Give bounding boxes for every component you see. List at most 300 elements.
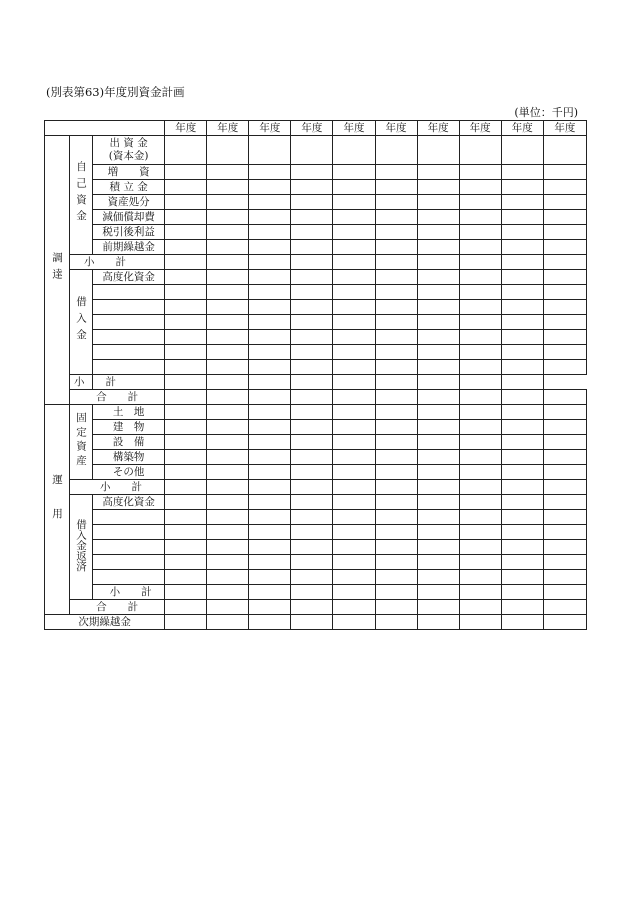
value-cell[interactable]	[333, 525, 375, 540]
value-cell[interactable]	[543, 540, 586, 555]
value-cell[interactable]	[375, 600, 417, 615]
value-cell[interactable]	[333, 480, 375, 495]
value-cell[interactable]	[333, 405, 375, 420]
value-cell[interactable]	[501, 210, 543, 225]
value-cell[interactable]	[417, 525, 459, 540]
value-cell[interactable]	[417, 435, 459, 450]
value-cell[interactable]	[459, 165, 501, 180]
value-cell[interactable]	[459, 180, 501, 195]
value-cell[interactable]	[207, 450, 249, 465]
value-cell[interactable]	[165, 195, 207, 210]
value-cell[interactable]	[207, 525, 249, 540]
value-cell[interactable]	[459, 270, 501, 285]
value-cell[interactable]	[249, 165, 291, 180]
value-cell[interactable]	[291, 255, 333, 270]
value-cell[interactable]	[375, 300, 417, 315]
value-cell[interactable]	[459, 510, 501, 525]
value-cell[interactable]	[249, 450, 291, 465]
value-cell[interactable]	[501, 165, 543, 180]
value-cell[interactable]	[543, 450, 586, 465]
value-cell[interactable]	[207, 165, 249, 180]
value-cell[interactable]	[459, 495, 501, 510]
value-cell[interactable]	[165, 375, 207, 390]
value-cell[interactable]	[165, 330, 207, 345]
value-cell[interactable]	[249, 285, 291, 300]
value-cell[interactable]	[207, 540, 249, 555]
value-cell[interactable]	[417, 285, 459, 300]
value-cell[interactable]	[249, 420, 291, 435]
value-cell[interactable]	[459, 585, 501, 600]
value-cell[interactable]	[165, 495, 207, 510]
value-cell[interactable]	[165, 450, 207, 465]
value-cell[interactable]	[291, 390, 333, 405]
value-cell[interactable]	[375, 585, 417, 600]
value-cell[interactable]	[291, 210, 333, 225]
value-cell[interactable]	[501, 345, 543, 360]
value-cell[interactable]	[543, 210, 586, 225]
value-cell[interactable]	[417, 480, 459, 495]
value-cell[interactable]	[501, 180, 543, 195]
value-cell[interactable]	[207, 375, 249, 390]
value-cell[interactable]	[165, 255, 207, 270]
value-cell[interactable]	[417, 330, 459, 345]
value-cell[interactable]	[249, 315, 291, 330]
value-cell[interactable]	[459, 360, 501, 375]
value-cell[interactable]	[375, 465, 417, 480]
value-cell[interactable]	[459, 615, 501, 630]
value-cell[interactable]	[207, 555, 249, 570]
value-cell[interactable]	[291, 450, 333, 465]
value-cell[interactable]	[291, 480, 333, 495]
value-cell[interactable]	[291, 570, 333, 585]
value-cell[interactable]	[333, 540, 375, 555]
value-cell[interactable]	[417, 225, 459, 240]
value-cell[interactable]	[165, 585, 207, 600]
value-cell[interactable]	[333, 375, 375, 390]
value-cell[interactable]	[375, 315, 417, 330]
value-cell[interactable]	[249, 465, 291, 480]
value-cell[interactable]	[249, 390, 291, 405]
blank-label-cell[interactable]	[93, 315, 165, 330]
value-cell[interactable]	[333, 300, 375, 315]
value-cell[interactable]	[417, 420, 459, 435]
value-cell[interactable]	[249, 495, 291, 510]
value-cell[interactable]	[207, 405, 249, 420]
value-cell[interactable]	[543, 360, 586, 375]
value-cell[interactable]	[543, 315, 586, 330]
value-cell[interactable]	[375, 420, 417, 435]
value-cell[interactable]	[501, 585, 543, 600]
value-cell[interactable]	[501, 315, 543, 330]
value-cell[interactable]	[333, 136, 375, 165]
value-cell[interactable]	[165, 390, 207, 405]
value-cell[interactable]	[417, 570, 459, 585]
value-cell[interactable]	[207, 195, 249, 210]
value-cell[interactable]	[291, 420, 333, 435]
value-cell[interactable]	[333, 240, 375, 255]
value-cell[interactable]	[459, 480, 501, 495]
value-cell[interactable]	[291, 495, 333, 510]
value-cell[interactable]	[501, 450, 543, 465]
value-cell[interactable]	[459, 420, 501, 435]
value-cell[interactable]	[459, 435, 501, 450]
value-cell[interactable]	[333, 195, 375, 210]
value-cell[interactable]	[375, 435, 417, 450]
value-cell[interactable]	[291, 136, 333, 165]
value-cell[interactable]	[501, 555, 543, 570]
value-cell[interactable]	[375, 510, 417, 525]
value-cell[interactable]	[543, 390, 586, 405]
value-cell[interactable]	[501, 540, 543, 555]
value-cell[interactable]	[333, 450, 375, 465]
value-cell[interactable]	[459, 375, 501, 390]
value-cell[interactable]	[501, 480, 543, 495]
value-cell[interactable]	[207, 240, 249, 255]
value-cell[interactable]	[165, 600, 207, 615]
value-cell[interactable]	[249, 435, 291, 450]
value-cell[interactable]	[375, 405, 417, 420]
value-cell[interactable]	[375, 210, 417, 225]
value-cell[interactable]	[207, 495, 249, 510]
value-cell[interactable]	[165, 165, 207, 180]
value-cell[interactable]	[249, 330, 291, 345]
value-cell[interactable]	[543, 240, 586, 255]
value-cell[interactable]	[165, 555, 207, 570]
value-cell[interactable]	[291, 345, 333, 360]
value-cell[interactable]	[501, 136, 543, 165]
value-cell[interactable]	[207, 345, 249, 360]
value-cell[interactable]	[501, 570, 543, 585]
value-cell[interactable]	[165, 300, 207, 315]
blank-label-cell[interactable]	[93, 330, 165, 345]
value-cell[interactable]	[207, 435, 249, 450]
value-cell[interactable]	[417, 360, 459, 375]
value-cell[interactable]	[291, 465, 333, 480]
blank-label-cell[interactable]	[93, 300, 165, 315]
value-cell[interactable]	[207, 210, 249, 225]
blank-label-cell[interactable]	[93, 555, 165, 570]
value-cell[interactable]	[501, 495, 543, 510]
value-cell[interactable]	[375, 555, 417, 570]
blank-label-cell[interactable]	[93, 525, 165, 540]
value-cell[interactable]	[249, 555, 291, 570]
value-cell[interactable]	[207, 255, 249, 270]
value-cell[interactable]	[165, 270, 207, 285]
value-cell[interactable]	[501, 240, 543, 255]
value-cell[interactable]	[501, 435, 543, 450]
value-cell[interactable]	[333, 615, 375, 630]
value-cell[interactable]	[291, 510, 333, 525]
value-cell[interactable]	[543, 555, 586, 570]
blank-label-cell[interactable]	[93, 540, 165, 555]
value-cell[interactable]	[375, 330, 417, 345]
value-cell[interactable]	[459, 450, 501, 465]
value-cell[interactable]	[249, 255, 291, 270]
value-cell[interactable]	[165, 360, 207, 375]
value-cell[interactable]	[501, 525, 543, 540]
value-cell[interactable]	[543, 255, 586, 270]
value-cell[interactable]	[459, 225, 501, 240]
value-cell[interactable]	[375, 540, 417, 555]
value-cell[interactable]	[249, 210, 291, 225]
value-cell[interactable]	[543, 495, 586, 510]
value-cell[interactable]	[543, 525, 586, 540]
value-cell[interactable]	[291, 435, 333, 450]
value-cell[interactable]	[375, 240, 417, 255]
value-cell[interactable]	[417, 405, 459, 420]
value-cell[interactable]	[375, 495, 417, 510]
blank-label-cell[interactable]	[93, 570, 165, 585]
value-cell[interactable]	[249, 180, 291, 195]
value-cell[interactable]	[375, 390, 417, 405]
value-cell[interactable]	[459, 555, 501, 570]
value-cell[interactable]	[333, 285, 375, 300]
value-cell[interactable]	[291, 225, 333, 240]
value-cell[interactable]	[501, 255, 543, 270]
value-cell[interactable]	[249, 270, 291, 285]
value-cell[interactable]	[207, 225, 249, 240]
value-cell[interactable]	[249, 240, 291, 255]
value-cell[interactable]	[417, 345, 459, 360]
blank-label-cell[interactable]	[93, 510, 165, 525]
value-cell[interactable]	[459, 136, 501, 165]
value-cell[interactable]	[543, 136, 586, 165]
value-cell[interactable]	[459, 525, 501, 540]
value-cell[interactable]	[543, 600, 586, 615]
value-cell[interactable]	[543, 405, 586, 420]
value-cell[interactable]	[207, 180, 249, 195]
value-cell[interactable]	[459, 285, 501, 300]
value-cell[interactable]	[375, 570, 417, 585]
value-cell[interactable]	[375, 450, 417, 465]
value-cell[interactable]	[417, 465, 459, 480]
value-cell[interactable]	[375, 285, 417, 300]
value-cell[interactable]	[501, 600, 543, 615]
value-cell[interactable]	[249, 405, 291, 420]
value-cell[interactable]	[249, 525, 291, 540]
value-cell[interactable]	[291, 615, 333, 630]
value-cell[interactable]	[291, 375, 333, 390]
value-cell[interactable]	[291, 540, 333, 555]
value-cell[interactable]	[207, 480, 249, 495]
value-cell[interactable]	[543, 165, 586, 180]
value-cell[interactable]	[333, 165, 375, 180]
value-cell[interactable]	[207, 600, 249, 615]
value-cell[interactable]	[501, 510, 543, 525]
value-cell[interactable]	[501, 375, 543, 390]
value-cell[interactable]	[543, 300, 586, 315]
value-cell[interactable]	[417, 210, 459, 225]
value-cell[interactable]	[417, 600, 459, 615]
value-cell[interactable]	[501, 420, 543, 435]
value-cell[interactable]	[417, 315, 459, 330]
value-cell[interactable]	[291, 240, 333, 255]
value-cell[interactable]	[417, 136, 459, 165]
value-cell[interactable]	[165, 405, 207, 420]
value-cell[interactable]	[291, 525, 333, 540]
value-cell[interactable]	[501, 285, 543, 300]
value-cell[interactable]	[501, 390, 543, 405]
value-cell[interactable]	[291, 330, 333, 345]
value-cell[interactable]	[291, 180, 333, 195]
value-cell[interactable]	[501, 270, 543, 285]
value-cell[interactable]	[207, 330, 249, 345]
value-cell[interactable]	[417, 555, 459, 570]
value-cell[interactable]	[501, 615, 543, 630]
value-cell[interactable]	[417, 300, 459, 315]
value-cell[interactable]	[543, 345, 586, 360]
value-cell[interactable]	[417, 270, 459, 285]
value-cell[interactable]	[333, 345, 375, 360]
value-cell[interactable]	[165, 225, 207, 240]
value-cell[interactable]	[417, 375, 459, 390]
value-cell[interactable]	[249, 585, 291, 600]
value-cell[interactable]	[375, 345, 417, 360]
value-cell[interactable]	[291, 315, 333, 330]
value-cell[interactable]	[375, 480, 417, 495]
value-cell[interactable]	[375, 136, 417, 165]
value-cell[interactable]	[291, 585, 333, 600]
value-cell[interactable]	[207, 300, 249, 315]
value-cell[interactable]	[249, 225, 291, 240]
value-cell[interactable]	[501, 405, 543, 420]
value-cell[interactable]	[165, 570, 207, 585]
value-cell[interactable]	[333, 225, 375, 240]
value-cell[interactable]	[249, 136, 291, 165]
value-cell[interactable]	[459, 465, 501, 480]
value-cell[interactable]	[333, 555, 375, 570]
value-cell[interactable]	[207, 390, 249, 405]
value-cell[interactable]	[459, 210, 501, 225]
value-cell[interactable]	[165, 210, 207, 225]
value-cell[interactable]	[207, 510, 249, 525]
value-cell[interactable]	[543, 180, 586, 195]
value-cell[interactable]	[417, 450, 459, 465]
value-cell[interactable]	[375, 195, 417, 210]
value-cell[interactable]	[543, 225, 586, 240]
value-cell[interactable]	[249, 510, 291, 525]
value-cell[interactable]	[165, 435, 207, 450]
value-cell[interactable]	[375, 255, 417, 270]
value-cell[interactable]	[375, 225, 417, 240]
value-cell[interactable]	[501, 330, 543, 345]
value-cell[interactable]	[333, 420, 375, 435]
value-cell[interactable]	[459, 390, 501, 405]
value-cell[interactable]	[207, 615, 249, 630]
value-cell[interactable]	[165, 180, 207, 195]
blank-label-cell[interactable]	[93, 345, 165, 360]
value-cell[interactable]	[543, 330, 586, 345]
value-cell[interactable]	[459, 240, 501, 255]
value-cell[interactable]	[249, 600, 291, 615]
value-cell[interactable]	[165, 345, 207, 360]
value-cell[interactable]	[417, 615, 459, 630]
value-cell[interactable]	[165, 240, 207, 255]
value-cell[interactable]	[207, 285, 249, 300]
value-cell[interactable]	[165, 465, 207, 480]
value-cell[interactable]	[165, 615, 207, 630]
value-cell[interactable]	[207, 585, 249, 600]
value-cell[interactable]	[249, 540, 291, 555]
value-cell[interactable]	[333, 570, 375, 585]
value-cell[interactable]	[291, 600, 333, 615]
value-cell[interactable]	[543, 285, 586, 300]
value-cell[interactable]	[417, 255, 459, 270]
value-cell[interactable]	[459, 315, 501, 330]
value-cell[interactable]	[417, 510, 459, 525]
value-cell[interactable]	[375, 525, 417, 540]
value-cell[interactable]	[459, 330, 501, 345]
value-cell[interactable]	[375, 165, 417, 180]
value-cell[interactable]	[333, 255, 375, 270]
value-cell[interactable]	[543, 570, 586, 585]
value-cell[interactable]	[207, 570, 249, 585]
value-cell[interactable]	[459, 255, 501, 270]
value-cell[interactable]	[165, 510, 207, 525]
value-cell[interactable]	[333, 330, 375, 345]
value-cell[interactable]	[165, 525, 207, 540]
value-cell[interactable]	[207, 420, 249, 435]
value-cell[interactable]	[333, 360, 375, 375]
value-cell[interactable]	[249, 360, 291, 375]
value-cell[interactable]	[249, 570, 291, 585]
value-cell[interactable]	[291, 270, 333, 285]
value-cell[interactable]	[543, 480, 586, 495]
value-cell[interactable]	[543, 465, 586, 480]
value-cell[interactable]	[165, 420, 207, 435]
value-cell[interactable]	[417, 195, 459, 210]
value-cell[interactable]	[459, 195, 501, 210]
value-cell[interactable]	[501, 465, 543, 480]
value-cell[interactable]	[291, 165, 333, 180]
value-cell[interactable]	[459, 345, 501, 360]
value-cell[interactable]	[459, 600, 501, 615]
value-cell[interactable]	[291, 360, 333, 375]
value-cell[interactable]	[333, 435, 375, 450]
value-cell[interactable]	[417, 390, 459, 405]
value-cell[interactable]	[207, 465, 249, 480]
value-cell[interactable]	[375, 180, 417, 195]
value-cell[interactable]	[501, 225, 543, 240]
value-cell[interactable]	[543, 435, 586, 450]
value-cell[interactable]	[375, 360, 417, 375]
value-cell[interactable]	[165, 540, 207, 555]
value-cell[interactable]	[375, 615, 417, 630]
value-cell[interactable]	[333, 210, 375, 225]
value-cell[interactable]	[291, 405, 333, 420]
value-cell[interactable]	[501, 195, 543, 210]
value-cell[interactable]	[165, 480, 207, 495]
value-cell[interactable]	[249, 300, 291, 315]
value-cell[interactable]	[333, 180, 375, 195]
value-cell[interactable]	[459, 405, 501, 420]
value-cell[interactable]	[333, 390, 375, 405]
blank-label-cell[interactable]	[93, 360, 165, 375]
value-cell[interactable]	[333, 510, 375, 525]
value-cell[interactable]	[459, 540, 501, 555]
value-cell[interactable]	[333, 270, 375, 285]
value-cell[interactable]	[417, 585, 459, 600]
value-cell[interactable]	[207, 136, 249, 165]
value-cell[interactable]	[417, 180, 459, 195]
value-cell[interactable]	[459, 570, 501, 585]
value-cell[interactable]	[249, 345, 291, 360]
value-cell[interactable]	[291, 300, 333, 315]
value-cell[interactable]	[543, 615, 586, 630]
blank-label-cell[interactable]	[93, 285, 165, 300]
value-cell[interactable]	[543, 510, 586, 525]
value-cell[interactable]	[207, 315, 249, 330]
